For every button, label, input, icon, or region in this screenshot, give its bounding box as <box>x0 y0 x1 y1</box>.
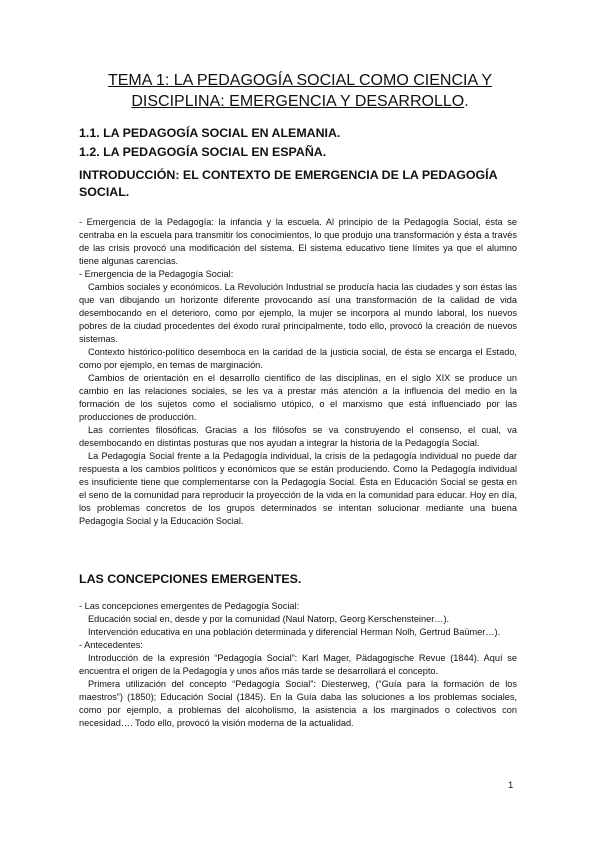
page-number: 1 <box>508 780 514 791</box>
bullet-item: Contexto histórico-político desemboca en la caridad de la justicia social, de ésta se encarga el Estado, como por ejemplo, en temas de marginación. <box>79 347 517 370</box>
bullet-item: Intervención educativa en una población determinada y diferencial Herman Nolh, Gertrud Baümer…). <box>88 627 501 637</box>
paragraph: - Las concepciones emergentes de Pedagogía Social: <box>79 601 300 611</box>
bullet-item: Educación social en, desde y por la comunidad (Naul Natorp, Georg Kerschensteiner…). <box>88 614 450 624</box>
paragraph: - Antecedentes: <box>79 640 143 650</box>
section-concepciones <box>79 600 517 730</box>
bullet-item: La Pedagogía Social frente a la Pedagogía individual, la crisis de la pedagogía individual no puede dar respuesta a los cambios políticos y económicos que se están produciendo. Como la Pedagogía individual es insuficiente tiene que complementarse con la Pedagogía Social. Ésta en Educación Social se gesta en el seno de la comunidad para reproducir la proyección de la vida en la comunidad para educar. Hoy en día, los problemas concretos de los grupos determinados se intentan solucionar mediante una buena Pedagogía Social y la Educación Social. <box>79 451 517 526</box>
bullet-item: Cambios de orientación en el desarrollo científico de las disciplinas, en el siglo XIX se produce un cambio en las relaciones sociales, se les va a prestar más atención a la influencia del medio en la formación de los sujetos como el socialismo utópico, o el marxismo que está influenciado por las producciones de producción. <box>79 373 517 422</box>
subtitle-espana: 1.2. LA PEDAGOGÍA SOCIAL EN ESPAÑA. <box>79 145 327 159</box>
bullet-item: Cambios sociales y económicos. La Revolución Industrial se producía hacia las ciudades y son éstas las que van dibujando un horizonte diferente provocando así una transformación de la calidad de vida desembocando en el deterioro, como por ejemplo, la mujer se incorpora al mundo laboral, los nuevos pobres de la ciudad procedentes del éxodo rural principalmente, todo ello, provocó la creación de nuevos sistemas. <box>79 282 517 344</box>
title-period: . <box>464 93 469 110</box>
section-introduccion <box>79 216 517 528</box>
title-line-2: DISCIPLINA: EMERGENCIA Y DESARROLLO <box>131 93 465 110</box>
bullet-item: Introducción de la expresión “Pedagogía Social”: Karl Mager, Pädagogische Revue (1844). Aquí se encuentra el origen de la Pedagogía y unos años más tarde se desarrollará el concepto. <box>79 653 517 676</box>
subtitle-alemania: 1.1. LA PEDAGOGÍA SOCIAL EN ALEMANIA. <box>79 126 341 140</box>
section-heading-concepciones: LAS CONCEPCIONES EMERGENTES. <box>79 572 302 586</box>
intro-heading: INTRODUCCIÓN: EL CONTEXTO DE EMERGENCIA DE LA PEDAGOGÍA SOCIAL. <box>79 168 498 199</box>
title-line-1: TEMA 1: LA PEDAGOGÍA SOCIAL COMO CIENCIA Y <box>107 72 493 89</box>
paragraph: - Emergencia de la Pedagogía: la infancia y la escuela. Al principio de la Pedagogía Social, ésta se centraba en la escuela para transmitir los conocimientos, lo que produjo una transformación y ésta a través de las crisis provocó una modificación del sistema. El sistema educativo tiene límites ya que el alumno tiene algunas carencias. <box>79 217 517 266</box>
document-title <box>60 70 540 112</box>
bullet-item: Las corrientes filosóficas. Gracias a los filósofos se va construyendo el consenso, el cual, va desembocando en distintas posturas que nos ayudan a integrar la historia de la Pedagogía Social. <box>79 425 517 448</box>
bullet-item: Primera utilización del concepto “Pedagogía Social”: Diesterweg, (“Guía para la formación de los maestros”) (1850); Educación Social (1845). En la Guía daba las soluciones a los problemas sociales, como por ejemplo, a problemas del alcoholismo, la asistencia a los marginados o colectivos con necesidad…. Todo ello, provocó la visión moderna de la actualidad. <box>79 679 517 728</box>
paragraph: - Emergencia de la Pedagogía Social: <box>79 269 234 279</box>
